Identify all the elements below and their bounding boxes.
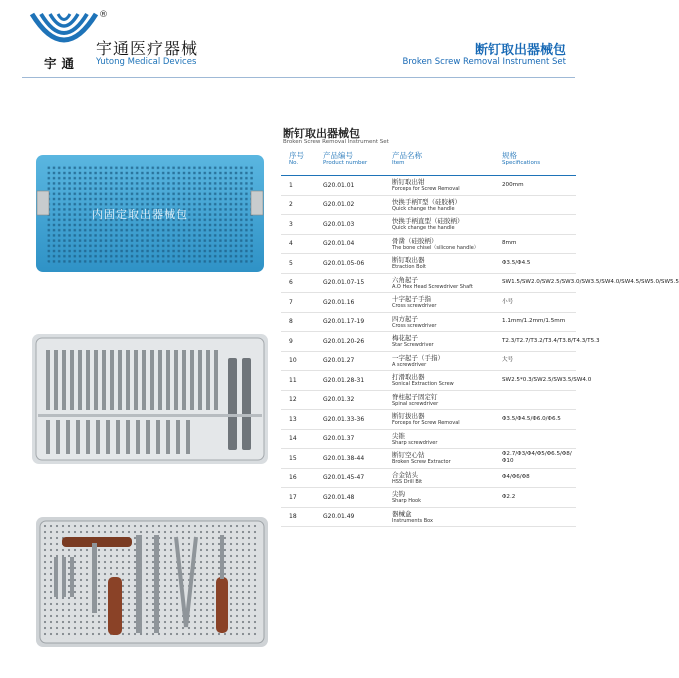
cell-item-en: Etraction Bolt xyxy=(392,264,426,270)
cell-item xyxy=(392,410,502,430)
table-row xyxy=(281,468,576,488)
cell-item-en: The bone chisel（silicone handle） xyxy=(392,244,479,251)
cell-no: 5 xyxy=(281,254,323,274)
table-row xyxy=(281,293,576,313)
cell-no: 14 xyxy=(281,429,323,449)
cell-item-en: Quick change the handle xyxy=(392,205,455,212)
cell-item-cn: 断钉取出钳 xyxy=(392,178,425,186)
cell-no: 6 xyxy=(281,273,323,293)
cell-spec xyxy=(502,215,576,235)
cell-item xyxy=(392,449,502,469)
brand-mark: 宇通 xyxy=(44,56,80,71)
table-row xyxy=(281,215,576,235)
col-header-item xyxy=(392,151,502,176)
table-row xyxy=(281,449,576,469)
cell-item-cn: 合金钻头 xyxy=(392,470,418,479)
cell-code: G20.01.20-26 xyxy=(323,332,392,352)
table-row xyxy=(281,195,576,215)
cell-item xyxy=(392,429,502,449)
cell-item xyxy=(392,371,502,391)
cell-spec xyxy=(502,195,576,215)
cell-item xyxy=(392,215,502,235)
cell-item xyxy=(392,273,502,293)
cell-item-cn: 梅花起子 xyxy=(392,334,418,342)
table-row xyxy=(281,429,576,449)
open-tray-image xyxy=(36,517,268,647)
header-divider xyxy=(22,77,575,78)
cell-no: 15 xyxy=(281,449,323,469)
cell-code: G20.01.49 xyxy=(323,507,392,527)
table-row xyxy=(281,273,576,293)
col-header-no-cn: 序号 xyxy=(289,151,304,160)
cell-spec xyxy=(502,429,576,449)
table-row xyxy=(281,351,576,371)
cell-item-en: A.O Hex Head Screwdriver Shaft xyxy=(392,283,473,290)
cell-code: G20.01.16 xyxy=(323,293,392,313)
cell-code: G20.01.27 xyxy=(323,351,392,371)
cell-spec xyxy=(502,507,576,527)
col-header-code-en: Product number xyxy=(323,160,368,166)
cell-item xyxy=(392,254,502,274)
cell-spec: 200mm xyxy=(502,176,576,196)
cell-no: 16 xyxy=(281,468,323,488)
cell-item xyxy=(392,468,502,488)
cell-spec: Φ3.5/Φ4.5 xyxy=(502,254,576,274)
cell-item-en: Cross screwdriver xyxy=(392,303,437,309)
cell-item xyxy=(392,195,502,215)
cell-item xyxy=(392,351,502,371)
cell-item-cn: 尖锥 xyxy=(392,431,405,440)
cell-item xyxy=(392,507,502,527)
instrument-rack-image xyxy=(32,334,268,464)
cell-code: G20.01.38-44 xyxy=(323,449,392,469)
cell-spec xyxy=(502,390,576,410)
section-title-en: Broken Screw Removal Instrument Set xyxy=(283,139,389,145)
cell-code: G20.01.32 xyxy=(323,390,392,410)
section-title-cn: 断钉取出器械包 xyxy=(283,127,360,140)
cell-code: G20.01.48 xyxy=(323,488,392,508)
cell-no: 12 xyxy=(281,390,323,410)
table-row xyxy=(281,176,576,196)
cell-item xyxy=(392,488,502,508)
table-row xyxy=(281,390,576,410)
cell-item-cn: 骨凿（硅胶柄） xyxy=(392,236,438,245)
cell-spec: Φ2.7/Φ3/Φ4/Φ5/Φ6.5/Φ8/Φ10 xyxy=(502,449,576,469)
cell-item-en: Quick change the handle xyxy=(392,225,455,231)
cell-item-cn: 快换手柄T型（硅胶柄） xyxy=(392,197,461,206)
cell-item-cn: 断钉取出器 xyxy=(392,256,425,264)
cell-item-cn: 打滑取出器 xyxy=(392,373,425,381)
cell-spec: Φ4/Φ6/Φ8 xyxy=(502,468,576,488)
cell-item-en: Spinal screwdriver xyxy=(392,400,439,407)
col-header-code-cn: 产品编号 xyxy=(323,151,353,160)
cell-item-cn: 十字起子手指 xyxy=(392,295,431,303)
header-title-cn: 断钉取出器械包 xyxy=(474,43,566,58)
cell-code: G20.01.33-36 xyxy=(323,410,392,430)
cell-code: G20.01.05-06 xyxy=(323,254,392,274)
table-row xyxy=(281,371,576,391)
cell-item-en: Forceps for Screw Removal xyxy=(392,420,460,426)
cell-no: 3 xyxy=(281,215,323,235)
cell-spec: SW1.5/SW2.0/SW2.5/SW3.0/SW3.5/SW4.0/SW4.5/SW5.0/SW5.5 xyxy=(502,273,576,293)
cell-item-en: Cross screwdriver xyxy=(392,322,437,329)
cell-no: 13 xyxy=(281,410,323,430)
cell-spec: 小号 xyxy=(502,293,576,313)
cell-item-cn: 四方起子 xyxy=(392,314,418,323)
cell-spec: SW2.5*0.3/SW2.5/SW3.5/SW4.0 xyxy=(502,371,576,391)
cell-code: G20.01.07-15 xyxy=(323,273,392,293)
col-header-spec-en: Specifications xyxy=(502,160,541,166)
header-title-en: Broken Screw Removal Instrument Set xyxy=(402,57,566,67)
cell-item-cn: 六角起子 xyxy=(392,275,418,284)
col-header-spec xyxy=(502,151,576,176)
col-header-item-en: Item xyxy=(392,160,405,166)
cell-spec: Φ2.2 xyxy=(502,488,576,508)
table-row xyxy=(281,507,576,527)
cell-item-en: Broken Screw Extractor xyxy=(392,459,451,465)
cell-no: 1 xyxy=(281,176,323,196)
cell-item-en: A screwdriver xyxy=(392,361,427,368)
cell-item-en: Star Screwdriver xyxy=(392,342,434,348)
cell-no: 4 xyxy=(281,234,323,254)
cell-code: G20.01.28-31 xyxy=(323,371,392,391)
spec-table-body xyxy=(281,176,679,527)
cell-code: G20.01.01 xyxy=(323,176,392,196)
cell-spec: 大号 xyxy=(502,351,576,371)
cell-item-en: Instruments Box xyxy=(392,517,433,524)
wave-logo-icon xyxy=(28,8,100,54)
cell-no: 11 xyxy=(281,371,323,391)
cell-code: G20.01.37 xyxy=(323,429,392,449)
cell-code: G20.01.45-47 xyxy=(323,468,392,488)
cell-item-en: Forceps for Screw Removal xyxy=(392,186,460,192)
cell-item-cn: 断钉空心钻 xyxy=(392,451,425,459)
cell-no: 8 xyxy=(281,312,323,332)
cell-item-en: Sonical Extraction Screw xyxy=(392,381,454,387)
cell-no: 7 xyxy=(281,293,323,313)
cell-item-en: Sharp Hook xyxy=(392,498,421,504)
table-row xyxy=(281,488,576,508)
cell-no: 9 xyxy=(281,332,323,352)
table-row xyxy=(281,410,576,430)
table-row xyxy=(281,312,576,332)
cell-spec: 1.1mm/1.2mm/1.5mm xyxy=(502,312,576,332)
cell-spec: Φ3.5/Φ4.5/Φ6.0/Φ6.5 xyxy=(502,410,576,430)
cell-code: G20.01.02 xyxy=(323,195,392,215)
table-row xyxy=(281,234,576,254)
cell-item xyxy=(392,234,502,254)
spec-table xyxy=(281,151,679,527)
cell-item-cn: 尖钩 xyxy=(392,490,405,498)
cell-no: 17 xyxy=(281,488,323,508)
brand-name-cn: 宇通医疗器械 xyxy=(96,39,199,58)
cell-item xyxy=(392,293,502,313)
cell-code: G20.01.03 xyxy=(323,215,392,235)
table-row xyxy=(281,332,576,352)
cell-spec: 8mm xyxy=(502,234,576,254)
cell-code: G20.01.17-19 xyxy=(323,312,392,332)
table-row xyxy=(281,254,576,274)
col-header-no-en: No. xyxy=(289,160,299,166)
cell-spec: T2.3/T2.7/T3.2/T3.4/T3.8/T4.3/T5.3 xyxy=(502,332,576,352)
cell-no: 10 xyxy=(281,351,323,371)
cell-item xyxy=(392,176,502,196)
brand-name-en: Yutong Medical Devices xyxy=(96,57,197,67)
table-header-row xyxy=(281,151,576,176)
cell-item-en: Sharp screwdriver xyxy=(392,439,438,446)
cell-item-cn: 快换手柄直型（硅胶柄） xyxy=(392,217,464,225)
col-header-item-cn: 产品名称 xyxy=(392,151,422,160)
cell-item-cn: 器械盒 xyxy=(392,509,412,518)
col-header-code xyxy=(323,151,392,176)
cell-item xyxy=(392,390,502,410)
tray-lid-label: 内固定取出器械包 xyxy=(92,208,188,221)
cell-item xyxy=(392,312,502,332)
registered-mark: ® xyxy=(99,10,108,20)
cell-item-cn: 脊柱起子固定钉 xyxy=(392,392,438,401)
cell-code: G20.01.04 xyxy=(323,234,392,254)
cell-no: 2 xyxy=(281,195,323,215)
cell-item-cn: 一字起子（手指） xyxy=(392,353,444,362)
cell-item-cn: 断钉拔出器 xyxy=(392,412,425,420)
cell-item xyxy=(392,332,502,352)
cell-item-en: HSS Drill Bit xyxy=(392,478,423,485)
col-header-spec-cn: 规格 xyxy=(502,151,517,160)
col-header-no xyxy=(281,151,323,176)
cell-no: 18 xyxy=(281,507,323,527)
